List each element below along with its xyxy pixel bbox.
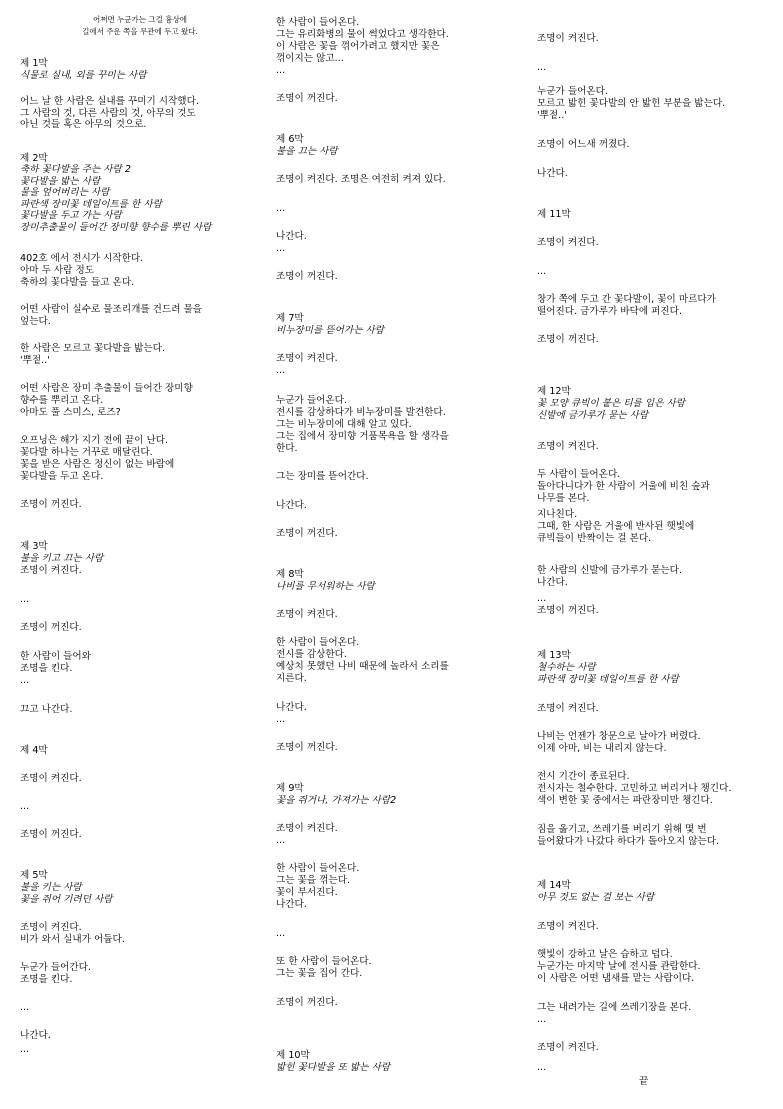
script-line: ... (537, 62, 547, 73)
script-line: 꽃이 부서진다. (276, 887, 338, 898)
script-line: 아마도 풀 스미스, 로즈? (20, 407, 121, 418)
script-line: 전시자는 철수한다. 고민하고 버리거나 챙긴다. (537, 783, 732, 794)
script-line: 이 사람은 꽃을 꺾어가려고 했지만 꽃은 (276, 41, 440, 52)
script-line: ... (276, 928, 286, 939)
script-line: 어떤 사람은 장미 추출물이 들어간 장미향 (20, 383, 193, 394)
script-line: 나비는 언젠가 창문으로 날아가 버렸다. (537, 731, 701, 742)
character-line: 밟힌 꽃다발을 또 밟는 사람 (276, 1062, 391, 1073)
script-line: '뿌젙..' (537, 110, 567, 121)
script-line: ... (20, 801, 30, 812)
script-line: 전시 기간이 종료된다. (537, 771, 630, 782)
act-heading: 제 3막 (20, 541, 48, 552)
script-line: 누군가 들어온다. (537, 86, 608, 97)
act-heading: 제 7막 (276, 313, 304, 324)
script-line: ... (276, 203, 286, 214)
script-line: ... (276, 243, 286, 254)
header-line-2: 길에서 주운 쪽을 무관에 두고 왔다. (82, 27, 198, 36)
script-line: 조명이 켜진다. (537, 921, 599, 932)
script-line: 한 사람이 들어온다. (276, 863, 360, 874)
script-line: 아닌 것들 혹은 아무의 것으로. (20, 119, 147, 130)
script-line: '뿌젙..' (20, 355, 50, 366)
script-line: ... (537, 1014, 547, 1025)
script-line: 나간다. (276, 231, 307, 242)
script-line: 아마 두 사람 정도 (20, 265, 95, 276)
character-line: 철수하는 사람 (537, 662, 596, 673)
script-line: 조명이 켜진다. (20, 565, 82, 576)
script-line: 조명이 켜진다. (276, 609, 338, 620)
character-line: 꽃다발을 두고 가는 사람 (20, 210, 122, 221)
script-line: 나간다. (537, 168, 568, 179)
script-line: ... (537, 266, 547, 277)
act-heading: 제 13막 (537, 650, 571, 661)
act-heading: 제 10막 (276, 1050, 310, 1061)
script-line: 그때, 한 사람은 거울에 반사된 햇빛에 (537, 521, 695, 532)
act-heading: 제 4막 (20, 745, 48, 756)
character-line: 불을 키고 끄는 사람 (20, 553, 104, 564)
act-heading: 제 2막 (20, 153, 48, 164)
script-line: 나간다. (20, 1030, 51, 1041)
script-line: 조명을 킨다. (20, 974, 73, 985)
script-line: 돌아다니다가 한 사람이 거울에 비친 숲과 (537, 481, 710, 492)
script-line: 조명이 켜진다. (276, 823, 338, 834)
script-line: 큐빅들이 반짝이는 걸 본다. (537, 533, 652, 544)
script-line: 나무를 본다. (537, 493, 590, 504)
script-line: 조명이 켜진다. (537, 33, 599, 44)
script-line: 누군가 들어간다. (20, 962, 91, 973)
page-header (40, 14, 240, 38)
character-line: 꽃을 쥐어 기려던 사람 (20, 894, 113, 905)
script-line: 어떤 사람이 실수로 물조리개를 건드려 물을 (20, 304, 203, 315)
script-line: 조명이 켜진다. (537, 441, 599, 452)
script-line: 꽃다발 하나는 거꾸로 매달린다. (20, 447, 153, 458)
script-line: ... (276, 835, 286, 846)
script-line: 전시를 감상한다. (276, 649, 347, 660)
script-line: 그는 비누장미에 대해 알고 있다. (276, 419, 412, 430)
script-line: 엎는다. (20, 316, 51, 327)
script-line: 조명이 꺼진다. (276, 742, 338, 753)
script-line: 떨어진다. 금가루가 바닥에 퍼진다. (537, 306, 682, 317)
script-line: 나간다. (276, 702, 307, 713)
script-line: 조명이 켜진다. (20, 773, 82, 784)
script-line: 지른다. (276, 673, 307, 684)
act-heading: 제 11막 (537, 209, 571, 220)
act-heading: 제 8막 (276, 569, 304, 580)
script-line: 조명이 꺼진다. (276, 528, 338, 539)
script-line: ... (20, 675, 30, 686)
character-line: 꽃 모양 큐빅이 붙은 티를 입은 사람 (537, 398, 686, 409)
script-line: 조명이 켜진다. (537, 1042, 599, 1053)
character-line: 신발에 금가루가 묻는 사람 (537, 410, 649, 421)
script-line: ... (20, 594, 30, 605)
script-line: 조명이 꺼진다. (276, 271, 338, 282)
character-line: 파란색 장미꽃 데일이트를 한 사람 (537, 674, 679, 685)
script-line: ... (20, 1044, 30, 1055)
act-heading: 제 12막 (537, 386, 571, 397)
character-line: 축하 꽃다발을 주는 사람 2 (20, 164, 131, 175)
script-line: ... (537, 593, 547, 604)
script-line: 조명이 꺼진다. (20, 622, 82, 633)
script-line: 들어왔다가 나갔다 하다가 돌아오지 않는다. (537, 836, 720, 847)
script-line: 조명이 꺼진다. (20, 829, 82, 840)
script-line: ... (276, 65, 286, 76)
script-line: 나간다. (537, 577, 568, 588)
script-line: 누군가는 마지막 날에 전시를 관람한다. (537, 961, 701, 972)
act-heading: 제 1막 (20, 58, 48, 69)
script-line: 조명이 꺼진다. (537, 605, 599, 616)
character-line: 아무 것도 없는 걸 보는 사람 (537, 892, 655, 903)
header-line-1: 어쩌면 누군가는 그걸 흉상에 (92, 15, 188, 24)
script-line: 조명이 꺼진다. (537, 334, 599, 345)
script-line: ... (20, 1002, 30, 1013)
script-line: 지나친다. (537, 509, 578, 520)
script-line: 창가 쪽에 두고 간 꽃다발이, 꽃이 마르다가 (537, 294, 716, 305)
character-line: 장미추출물이 들어간 장미향 향수를 뿌린 사람 (20, 222, 212, 233)
script-line: 나간다. (276, 899, 307, 910)
character-line: 식물로 실내, 외를 꾸미는 사람 (20, 70, 147, 81)
act-heading: 제 5막 (20, 870, 48, 881)
script-line: 꺾이지는 않고... (276, 53, 344, 64)
script-line: 402호 에서 전시가 시작한다. (20, 253, 144, 264)
script-line: 그는 내려가는 길에 쓰레기장을 본다. (537, 1002, 692, 1013)
script-line: 축하의 꽃다발을 들고 온다. (20, 277, 135, 288)
script-line: 누군가 들어온다. (276, 395, 347, 406)
script-line: 조명이 꺼진다. (20, 499, 82, 510)
script-line: 또 한 사람이 들어온다. (276, 956, 372, 967)
script-line: 이 사람은 어떤 냄새를 맡는 사람이다. (537, 973, 695, 984)
character-line: 꽃을 쥐거나, 가져가는 사람2 (276, 795, 397, 806)
script-line: 조명이 켜진다. (537, 237, 599, 248)
script-line: 조명이 꺼진다. (276, 997, 338, 1008)
script-line: 이제 아마, 비는 내리지 않는다. (537, 743, 667, 754)
character-line: 물을 엎어버리는 사람 (20, 187, 110, 198)
script-line: 꽃을 받은 사람은 정신이 없는 바람에 (20, 459, 175, 470)
character-line: 비누장미를 뜯어가는 사람 (276, 325, 385, 336)
script-line: 색이 변한 꽃 중에서는 파란장미만 챙긴다. (537, 795, 713, 806)
script-line: 어느 날 한 사람은 실내를 꾸미기 시작했다. (20, 96, 199, 107)
script-line: 향수를 뿌리고 온다. (20, 395, 104, 406)
character-line: 꽃다발을 밟는 사람 (20, 176, 101, 187)
script-line: 끄고 나간다. (20, 704, 73, 715)
script-line: ... (276, 365, 286, 376)
script-line: 한 사람이 들어온다. (276, 637, 360, 648)
script-line: 조명이 어느새 꺼졌다. (537, 139, 630, 150)
script-line: 한다. (276, 443, 298, 454)
script-line: 그 사람의 것, 다른 사람의 것, 아무의 것도 (20, 108, 196, 119)
script-line: 그는 유리화병의 물이 썩었다고 생각한다. (276, 29, 449, 40)
script-line: 햇빛이 강하고 날은 습하고 덥다. (537, 949, 673, 960)
script-line: 한 사람이 들어와 (20, 651, 91, 662)
script-line: 비가 와서 실내가 어둡다. (20, 934, 125, 945)
character-line: 나비를 무서워하는 사람 (276, 581, 375, 592)
script-line: 모르고 밟힌 꽃다발의 안 밟힌 부분을 밟는다. (537, 98, 726, 109)
script-line: ... (276, 714, 286, 725)
script-line: 한 사람이 들어온다. (276, 17, 360, 28)
script-line: 조명이 켜진다. (537, 703, 599, 714)
act-heading: 제 6막 (276, 134, 304, 145)
script-line: ... (537, 1062, 547, 1073)
script-line: 오프닝은 해가 지기 전에 끝이 난다. (20, 435, 169, 446)
script-line: 한 사람의 신발에 금가루가 묻는다. (537, 565, 682, 576)
script-line: 그는 꽃을 꺾는다. (276, 875, 351, 886)
script-line: 전시를 감상하다가 비누장미를 발견한다. (276, 407, 446, 418)
act-heading: 제 14막 (537, 880, 571, 891)
script-line: 조명이 켜진다. (276, 353, 338, 364)
script-line: 그는 집에서 장미향 거품목욕을 할 생각을 (276, 431, 449, 442)
script-line: 한 사람은 모르고 꽃다발을 밟는다. (20, 343, 165, 354)
script-line: 짐을 옮기고, 쓰레기를 버리기 위해 몇 번 (537, 824, 707, 835)
script-line: 조명이 켜진다. 조명은 여전히 켜져 있다. (276, 174, 446, 185)
character-line: 불을 키는 사람 (20, 882, 82, 893)
character-line: 불을 끄는 사람 (276, 146, 338, 157)
script-line: 그는 장미를 뜯어간다. (276, 471, 369, 482)
script-line: 두 사람이 들어온다. (537, 469, 621, 480)
script-line: 조명이 켜진다. (20, 922, 82, 933)
end-mark: 끝 (639, 1076, 649, 1087)
script-line: 나간다. (276, 500, 307, 511)
script-line: 조명이 꺼진다. (276, 93, 338, 104)
script-line: 그는 꽃을 집어 간다. (276, 968, 363, 979)
script-line: 조명을 킨다. (20, 663, 73, 674)
act-heading: 제 9막 (276, 783, 304, 794)
script-line: 꽃다발을 두고 온다. (20, 471, 104, 482)
script-line: 예상치 못했던 나비 때문에 놀라서 소리를 (276, 661, 449, 672)
character-line: 파란색 장미꽃 데일이트를 한 사람 (20, 199, 162, 210)
